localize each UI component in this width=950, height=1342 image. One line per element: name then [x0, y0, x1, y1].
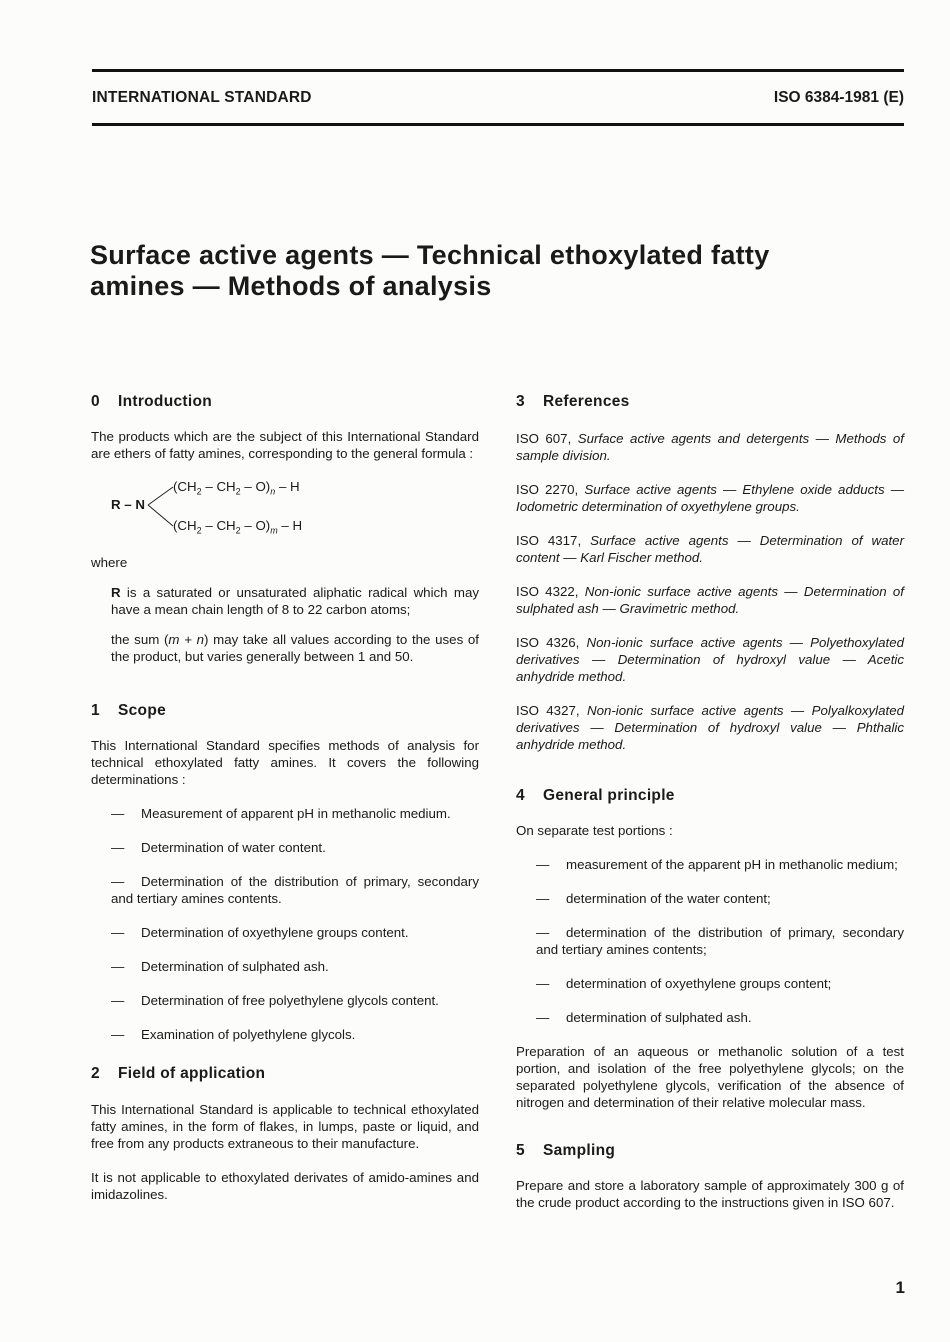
- page-number: 1: [895, 1278, 905, 1297]
- r-definition: R is a saturated or unsaturated aliphatic radical which may have a mean chain length of 8 to 22 carbon atoms;: [111, 585, 479, 617]
- intro-paragraph: The products which are the subject of this International Standard are ethers of fatty amines, corresponding to the general formula :: [91, 429, 479, 461]
- list-item: — determination of oxyethylene groups content;: [536, 976, 832, 991]
- principle-paragraph: Preparation of an aqueous or methanolic solution of a test portion, and isolation of the free polyethylene glycols; on the separated polyethylene glycols, verification of the absence of nitrogen and determination of their relative molecular mass.: [516, 1044, 904, 1110]
- scope-paragraph: This International Standard specifies methods of analysis for technical ethoxylated fatty amines. It covers the following determinations :: [91, 738, 479, 787]
- formula-lower-chain: $(CH_2 - CH_2 - O)_m$ – H: [173, 518, 303, 536]
- formula-branch-lines: [146, 474, 176, 544]
- principle-intro: On separate test portions :: [516, 823, 673, 838]
- document-type: INTERNATIONAL STANDARD: [92, 89, 312, 106]
- list-item: — Measurement of apparent pH in methanolic medium.: [111, 806, 451, 821]
- principle-list: [516, 856, 904, 1026]
- list-item: — Examination of polyethylene glycols.: [111, 1027, 356, 1042]
- page-title: [90, 240, 890, 302]
- title-line-2: amines — Methods of analysis: [90, 271, 492, 301]
- sum-definition: the sum (m + n) may take all values according to the uses of the product, but varies generally between 1 and 50.: [111, 632, 479, 664]
- formula-upper-chain: $(CH_2 - CH_2 - O)_n$ – H: [173, 479, 300, 497]
- section-sampling-heading: 5 Sampling: [516, 1142, 616, 1159]
- section-principle-heading: 4 General principle: [516, 787, 675, 804]
- field-paragraph-1: This International Standard is applicable to technical ethoxylated fatty amines, in the form of flakes, in lumps, paste or liquid, and free from any products extraneous to their manufacture.: [91, 1102, 479, 1151]
- list-item: ISO 607, Surface active agents and detergents — Methods of sample division.: [516, 431, 904, 463]
- list-item: — determination of sulphated ash.: [536, 1010, 752, 1025]
- sampling-paragraph: Prepare and store a laboratory sample of approximately 300 g of the crude product according to the instructions given in ISO 607.: [516, 1178, 904, 1210]
- list-item: — Determination of water content.: [111, 840, 326, 855]
- list-item: ISO 2270, Surface active agents — Ethylene oxide adducts — Iodometric determination of oxyethylene groups.: [516, 482, 904, 514]
- references-list: [516, 430, 904, 753]
- header-rule-top: [92, 69, 904, 72]
- list-item: — Determination of the distribution of primary, secondary and tertiary amines contents.: [111, 874, 479, 906]
- list-item: — determination of the water content;: [536, 891, 771, 906]
- section-references-heading: 3 References: [516, 393, 630, 410]
- list-item: — Determination of free polyethylene glycols content.: [111, 993, 439, 1008]
- left-column: [91, 393, 479, 1203]
- list-item: — determination of the distribution of primary, secondary and tertiary amines contents;: [536, 925, 904, 957]
- title-line-1: Surface active agents — Technical ethoxylated fatty: [90, 240, 770, 270]
- section-introduction-heading: 0 Introduction: [91, 393, 212, 410]
- header-rule-bottom: [92, 123, 904, 126]
- section-scope-heading: 1 Scope: [91, 702, 167, 719]
- list-item: ISO 4327, Non-ionic surface active agents — Polyalkoxylated derivatives — Determination of hydroxyl value — Phthalic anhydride method.: [516, 703, 905, 752]
- field-paragraph-2: It is not applicable to ethoxylated derivates of amido-amines and imidazolines.: [91, 1170, 479, 1202]
- scope-list: [91, 805, 479, 1043]
- section-field-heading: 2 Field of application: [91, 1065, 266, 1082]
- formula-r-n: R – N: [111, 497, 145, 512]
- right-column: [516, 393, 904, 1211]
- list-item: ISO 4326, Non-ionic surface active agents — Polyethoxylated derivatives — Determination of hydroxyl value — Acetic anhydride method.: [516, 635, 905, 684]
- list-item: ISO 4317, Surface active agents — Determination of water content — Karl Fischer method.: [516, 533, 905, 565]
- general-formula: [91, 474, 479, 544]
- list-item: ISO 4322, Non-ionic surface active agents — Determination of sulphated ash — Gravimetric method.: [516, 584, 904, 616]
- standard-number: ISO 6384-1981 (E): [773, 89, 904, 106]
- list-item: — Determination of sulphated ash.: [111, 959, 329, 974]
- where-label: where: [91, 555, 128, 570]
- list-item: — Determination of oxyethylene groups content.: [111, 925, 409, 940]
- list-item: — measurement of the apparent pH in methanolic medium;: [536, 857, 898, 872]
